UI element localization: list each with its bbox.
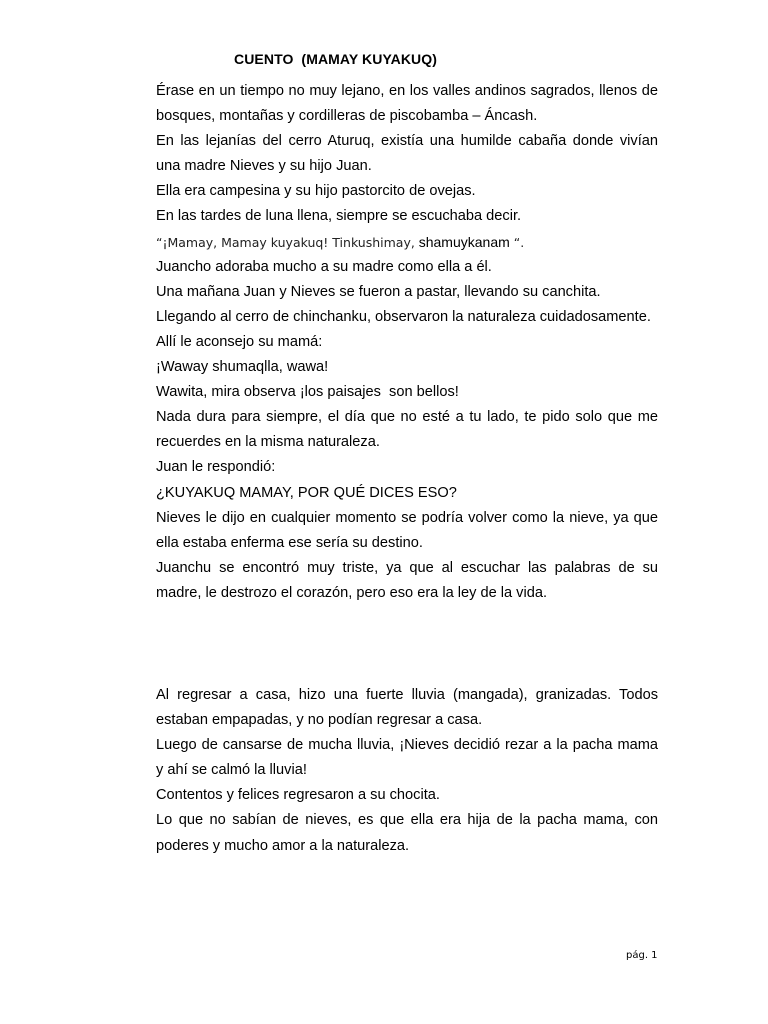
paragraph-intro: Érase en un tiempo no muy lejano, en los valles andinos sagrados, llenos de bosques, montañas y cordilleras de piscobamba – Áncash. (156, 83, 658, 125)
paragraph-nada-dura: Nada dura para siempre, el día que no esté a tu lado, te pido solo que me recuerdes en la misma naturaleza. (156, 409, 658, 451)
paragraph-cabin: En las lejanías del cerro Aturuq, existía una humilde cabaña donde vivían una madre Nieves y su hijo Juan. (156, 133, 658, 175)
page-number: pág. 1 (626, 950, 658, 961)
quote-text-part-2: shamuykanam (414, 233, 510, 250)
paragraph-campesina: Ella era campesina y su hijo pastorcito de ovejas. (156, 183, 476, 200)
quote-text-part-1: “¡Mamay, Mamay kuyakuq! Tinkushimay, (156, 234, 415, 250)
paragraph-juancho: Juancho adoraba mucho a su madre como ella a él. (156, 258, 492, 275)
paragraph-wawita: Wawita, mira observa ¡los paisajes son bellos! (156, 384, 459, 401)
paragraph-contentos: Contentos y felices regresaron a su chocita. (156, 787, 440, 804)
paragraph-luna-llena: En las tardes de luna llena, siempre se escuchaba decir. (156, 208, 522, 225)
paragraph-aconsejo: Allí le aconsejo su mamá: (156, 333, 323, 350)
quote-text-part-3: “. (509, 234, 525, 250)
paragraph-pacha-mama: Lo que no sabían de nieves, es que ella era hija de la pacha mama, con poderes y mucho amor a la naturaleza. (156, 812, 658, 854)
paragraph-waway: ¡Waway shumaqlla, wawa! (156, 359, 329, 376)
paragraph-manana: Una mañana Juan y Nieves se fueron a pastar, llevando su canchita. (156, 283, 601, 300)
paragraph-nieves-dijo: Nieves le dijo en cualquier momento se podría volver como la nieve, ya que ella estaba enferma ese sería su destino. (156, 509, 658, 551)
paragraph-kuyakuq-mamay: ¿KUYAKUQ MAMAY, POR QUÉ DICES ESO? (156, 484, 457, 501)
paragraph-juanchu-triste: Juanchu se encontró muy triste, ya que al escuchar las palabras de su madre, le destrozo el corazón, pero eso era la ley de la vida. (156, 559, 658, 601)
paragraph-regresar: Al regresar a casa, hizo una fuerte lluvia (mangada), granizadas. Todos estaban empapadas, y no podían regresar a casa. (156, 687, 658, 729)
story-body-part-2 (156, 683, 658, 859)
story-body-part-1 (156, 79, 658, 606)
paragraph-quote (156, 230, 658, 255)
paragraph-chinchanku: Llegando al cerro de chinchanku, observaron la naturaleza cuidadosamente. (156, 308, 651, 325)
paragraph-rezar: Luego de cansarse de mucha lluvia, ¡Nieves decidió rezar a la pacha mama y ahí se calmó la lluvia! (156, 737, 658, 779)
paragraph-respondio: Juan le respondió: (156, 459, 276, 476)
story-title: CUENTO (MAMAY KUYAKUQ) (234, 51, 437, 67)
